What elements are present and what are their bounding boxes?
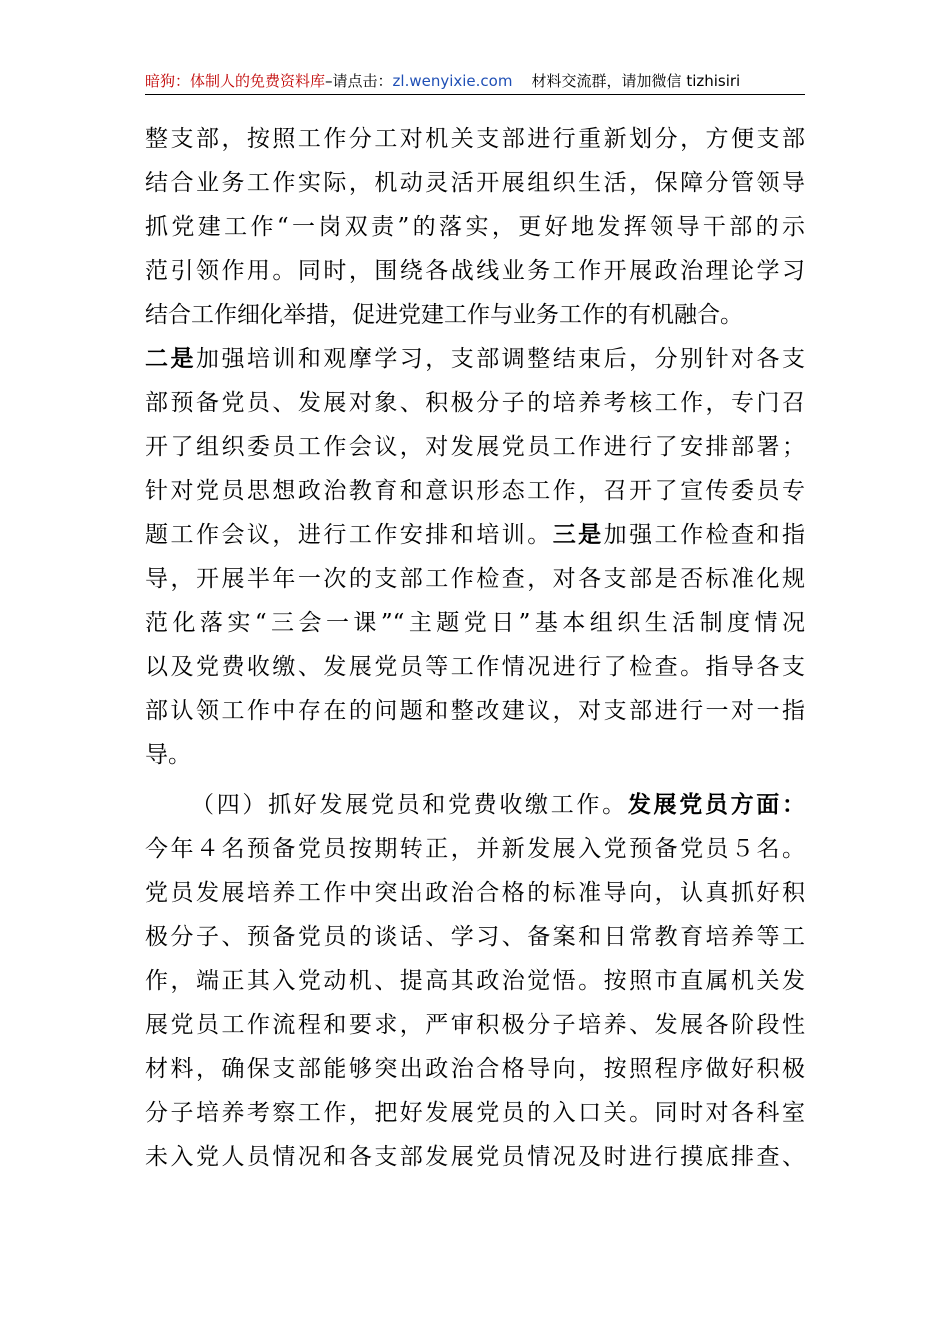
text-line: 部预备党员、发展对象、积极分子的培养考核工作，专门召 xyxy=(145,390,805,416)
header-group-note: 材料交流群，请加微信 tizhisiri xyxy=(531,72,741,90)
text-span: 题工作会议，进行工作安排和培训。 xyxy=(145,522,553,548)
text-line: 今年４名预备党员按期转正，并新发展入党预备党员５名。 xyxy=(145,836,805,862)
text-line: 未入党人员情况和各支部发展党员情况及时进行摸底排查、 xyxy=(145,1144,805,1170)
text-line: 针对党员思想政治教育和意识形态工作，召开了宣传委员专 xyxy=(145,478,805,504)
text-line: 结合工作细化举措，促进党建工作与业务工作的有机融合。 xyxy=(145,302,743,328)
text-line: 抓党建工作“一岗双责”的落实，更好地发挥领导干部的示 xyxy=(145,214,805,240)
section-heading-line xyxy=(191,790,805,820)
text-line: 范化落实“三会一课”“主题党日”基本组织生活制度情况 xyxy=(145,610,805,636)
text-line: 整支部，按照工作分工对机关支部进行重新划分，方便支部 xyxy=(145,126,805,152)
text-line: 材料，确保支部能够突出政治合格导向，按照程序做好积极 xyxy=(145,1056,805,1082)
page-header xyxy=(145,70,805,92)
text-line: 部认领工作中存在的问题和整改建议，对支部进行一对一指 xyxy=(145,698,805,724)
text-span: 加强培训和观摩学习，支部调整结束后，分别针对各支 xyxy=(195,346,806,372)
header-click-prompt: –请点击： xyxy=(325,72,393,90)
section-heading: （四）抓好发展党员和党费收缴工作。 xyxy=(191,792,628,818)
text-line: 展党员工作流程和要求，严审积极分子培养、发展各阶段性 xyxy=(145,1012,805,1038)
text-line: 极分子、预备党员的谈话、学习、备案和日常教育培养等工 xyxy=(145,924,805,950)
text-line: 范引领作用。同时，围绕各战线业务工作开展政治理论学习 xyxy=(145,258,805,284)
text-line: 开了组织委员工作会议，对发展党员工作进行了安排部署； xyxy=(145,434,805,460)
bold-lead: 发展党员方面： xyxy=(627,791,806,818)
header-divider xyxy=(145,94,805,95)
bold-lead: 二是 xyxy=(145,345,196,372)
text-line: 导，开展半年一次的支部工作检查，对各支部是否标准化规 xyxy=(145,566,805,592)
text-line: 结合业务工作实际，机动灵活开展组织生活，保障分管领导 xyxy=(145,170,805,196)
header-url-link[interactable]: zl.wenyixie.com xyxy=(392,72,513,90)
text-span: 加强工作检查和指 xyxy=(603,522,806,548)
header-site-name: 暗狗：体制人的免费资料库 xyxy=(145,72,326,90)
text-line: 以及党费收缴、发展党员等工作情况进行了检查。指导各支 xyxy=(145,654,805,680)
text-line: 党员发展培养工作中突出政治合格的标准导向，认真抓好积 xyxy=(145,880,805,906)
text-line xyxy=(145,344,805,374)
text-line: 导。 xyxy=(145,742,191,768)
text-line: 作，端正其入党动机、提高其政治觉悟。按照市直属机关发 xyxy=(145,968,805,994)
text-line: 分子培养考察工作，把好发展党员的入口关。同时对各科室 xyxy=(145,1100,805,1126)
text-line xyxy=(145,520,805,550)
bold-lead: 三是 xyxy=(552,521,604,548)
